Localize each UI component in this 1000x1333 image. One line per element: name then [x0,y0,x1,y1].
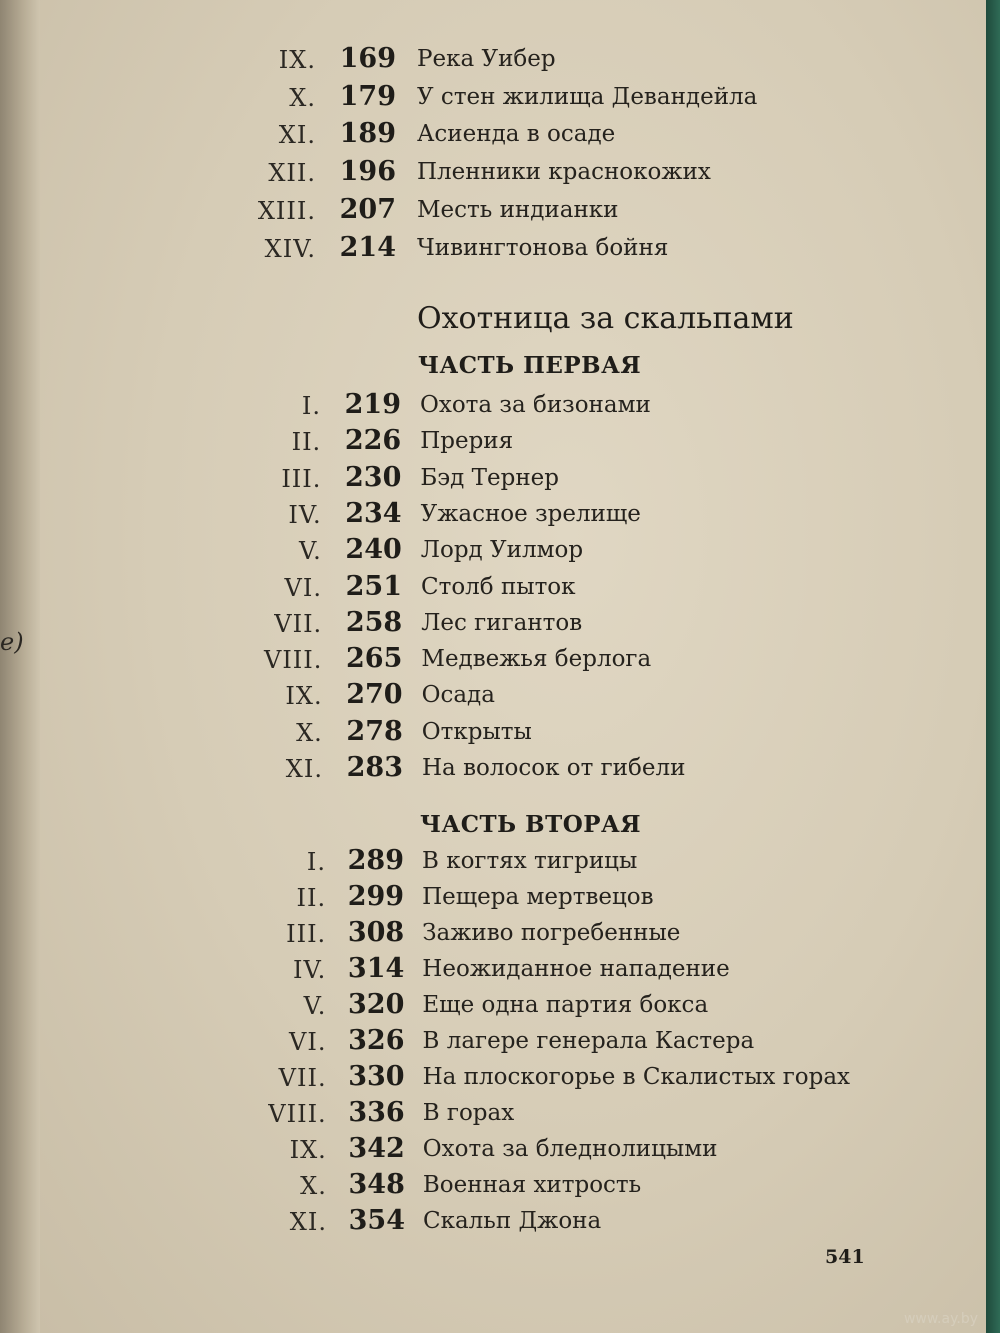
chapter-title: Лес гигантов [421,609,583,636]
chapter-page-number: 342 [348,1133,405,1164]
chapter-page-number: 326 [348,1025,405,1056]
toc-row [40,534,1000,573]
chapter-title: В когтях тигрицы [422,848,638,874]
chapter-roman-numeral: VIII. [263,646,323,675]
chapter-roman-numeral: VI. [284,573,322,602]
left-page-text-fragment: е) [0,628,24,656]
chapter-page-number: 230 [345,461,402,493]
toc-row [40,461,1000,501]
chapter-title: Охота за бледнолицыми [422,1136,718,1162]
chapter-roman-numeral: VII. [278,1064,327,1092]
toc-row [40,389,1000,428]
part-two-heading: ЧАСТЬ ВТОРАЯ [420,811,642,838]
chapter-page-number: 207 [339,193,396,225]
chapter-roman-numeral: IX. [289,1136,327,1164]
chapter-page-number: 330 [348,1061,405,1092]
chapter-title: Месть индианки [417,196,619,223]
toc-row [40,643,1000,682]
chapter-title: Открыты [421,718,532,745]
left-page-edge [0,0,40,1333]
chapter-title: У стен жилища Девандейла [417,83,758,110]
chapter-title: В горах [422,1100,515,1126]
toc-row [40,570,1000,610]
toc-row [40,917,1000,956]
chapter-page-number: 354 [348,1205,405,1236]
chapter-roman-numeral: XIII. [257,196,316,225]
chapter-page-number: 299 [347,881,405,912]
chapter-roman-numeral: IV. [293,956,327,984]
chapter-roman-numeral: IX. [285,682,323,711]
chapter-page-number: 226 [344,425,402,457]
watermark: www.ay.by [903,1311,978,1327]
chapter-roman-numeral: XII. [268,159,316,188]
chapter-roman-numeral: III. [286,920,327,948]
chapter-title: Скальп Джона [423,1208,602,1234]
chapter-title: Пленники краснокожих [417,159,711,186]
chapter-page-number: 289 [347,845,404,876]
chapter-roman-numeral: II. [296,884,327,912]
chapter-roman-numeral: I. [301,392,321,420]
chapter-title: Прерия [420,428,514,455]
toc-row [40,193,1000,233]
book-title: Охотница за скальпами [417,301,794,336]
toc-row [40,156,1000,195]
chapter-page-number: 179 [339,80,396,112]
chapter-roman-numeral: XI. [278,121,316,150]
book-page [40,0,1000,1333]
chapter-title: Ужасное зрелище [420,500,641,527]
chapter-page-number: 278 [346,715,403,747]
chapter-page-number: 214 [339,231,396,263]
chapter-roman-numeral: I. [306,848,326,876]
toc-row [40,1061,1000,1100]
chapter-title: Чивингтонова бойня [417,234,669,261]
chapter-page-number: 234 [345,497,402,529]
chapter-title: Бэд Тернер [420,464,559,491]
green-binding-edge [986,0,1000,1333]
toc-row [40,752,1000,791]
chapter-page-number: 265 [346,643,403,675]
chapter-page-number: 270 [346,679,403,711]
chapter-page-number: 251 [345,570,402,602]
chapter-title: Столб пыток [421,573,576,600]
toc-row [40,606,1000,646]
toc-row [40,43,1000,82]
chapter-roman-numeral: V. [299,537,322,566]
chapter-page-number: 314 [347,953,405,984]
chapter-title: На плоскогорье в Скалистых горах [422,1064,851,1090]
chapter-roman-numeral: VIII. [268,1100,327,1128]
chapter-page-number: 189 [339,118,396,150]
chapter-page-number: 196 [339,156,396,188]
chapter-roman-numeral: II. [291,428,322,457]
chapter-page-number: 348 [348,1169,405,1200]
chapter-roman-numeral: X. [300,1172,327,1200]
chapter-roman-numeral: XIV. [264,234,316,263]
chapter-title: Лорд Уилмор [420,537,584,564]
toc-row [40,679,1000,718]
chapter-roman-numeral: XI. [285,755,323,783]
toc-row [40,231,1000,271]
chapter-roman-numeral: V. [303,992,327,1020]
toc-row [40,1169,1000,1208]
toc-row [40,80,1000,120]
chapter-page-number: 336 [348,1097,405,1128]
chapter-page-number: 283 [346,752,403,783]
chapter-title: Заживо погребенные [422,920,681,946]
chapter-roman-numeral: IX. [278,46,316,74]
part-one-heading: ЧАСТЬ ПЕРВАЯ [418,352,642,379]
chapter-title: Река Уибер [417,46,556,72]
toc-row [40,497,1000,537]
chapter-title: Неожиданное нападение [422,956,730,982]
page-number: 541 [825,1246,865,1268]
chapter-roman-numeral: III. [281,464,322,493]
chapter-title: Военная хитрость [422,1172,642,1198]
toc-row [40,118,1000,157]
toc-row [40,989,1000,1028]
chapter-page-number: 320 [348,989,405,1020]
chapter-roman-numeral: VI. [289,1028,327,1056]
chapter-title: Осада [421,682,495,709]
toc-row [40,845,1000,884]
chapter-title: Еще одна партия бокса [422,992,709,1018]
chapter-roman-numeral: VII. [274,609,323,638]
toc-row [40,1097,1000,1136]
toc-row [40,881,1000,920]
chapter-roman-numeral: IV. [288,500,322,529]
chapter-roman-numeral: X. [296,718,323,747]
toc-row [40,1133,1000,1172]
chapter-page-number: 219 [344,389,401,420]
toc-row [40,425,1000,464]
chapter-page-number: 258 [345,606,403,638]
chapter-title: Медвежья берлога [421,646,652,673]
toc-row [40,1205,1000,1244]
chapter-roman-numeral: X. [289,83,316,112]
chapter-title: В лагере генерала Кастера [422,1028,755,1054]
chapter-title: Охота за бизонами [420,392,651,418]
chapter-title: На волосок от гибели [422,755,686,781]
toc-row [40,715,1000,755]
chapter-page-number: 169 [339,43,396,74]
toc-row [40,1025,1000,1064]
chapter-page-number: 308 [347,917,405,948]
chapter-roman-numeral: XI. [289,1208,327,1236]
chapter-title: Асиенда в осаде [417,121,616,148]
chapter-page-number: 240 [345,534,402,566]
chapter-title: Пещера мертвецов [422,884,654,910]
toc-row [40,953,1000,992]
